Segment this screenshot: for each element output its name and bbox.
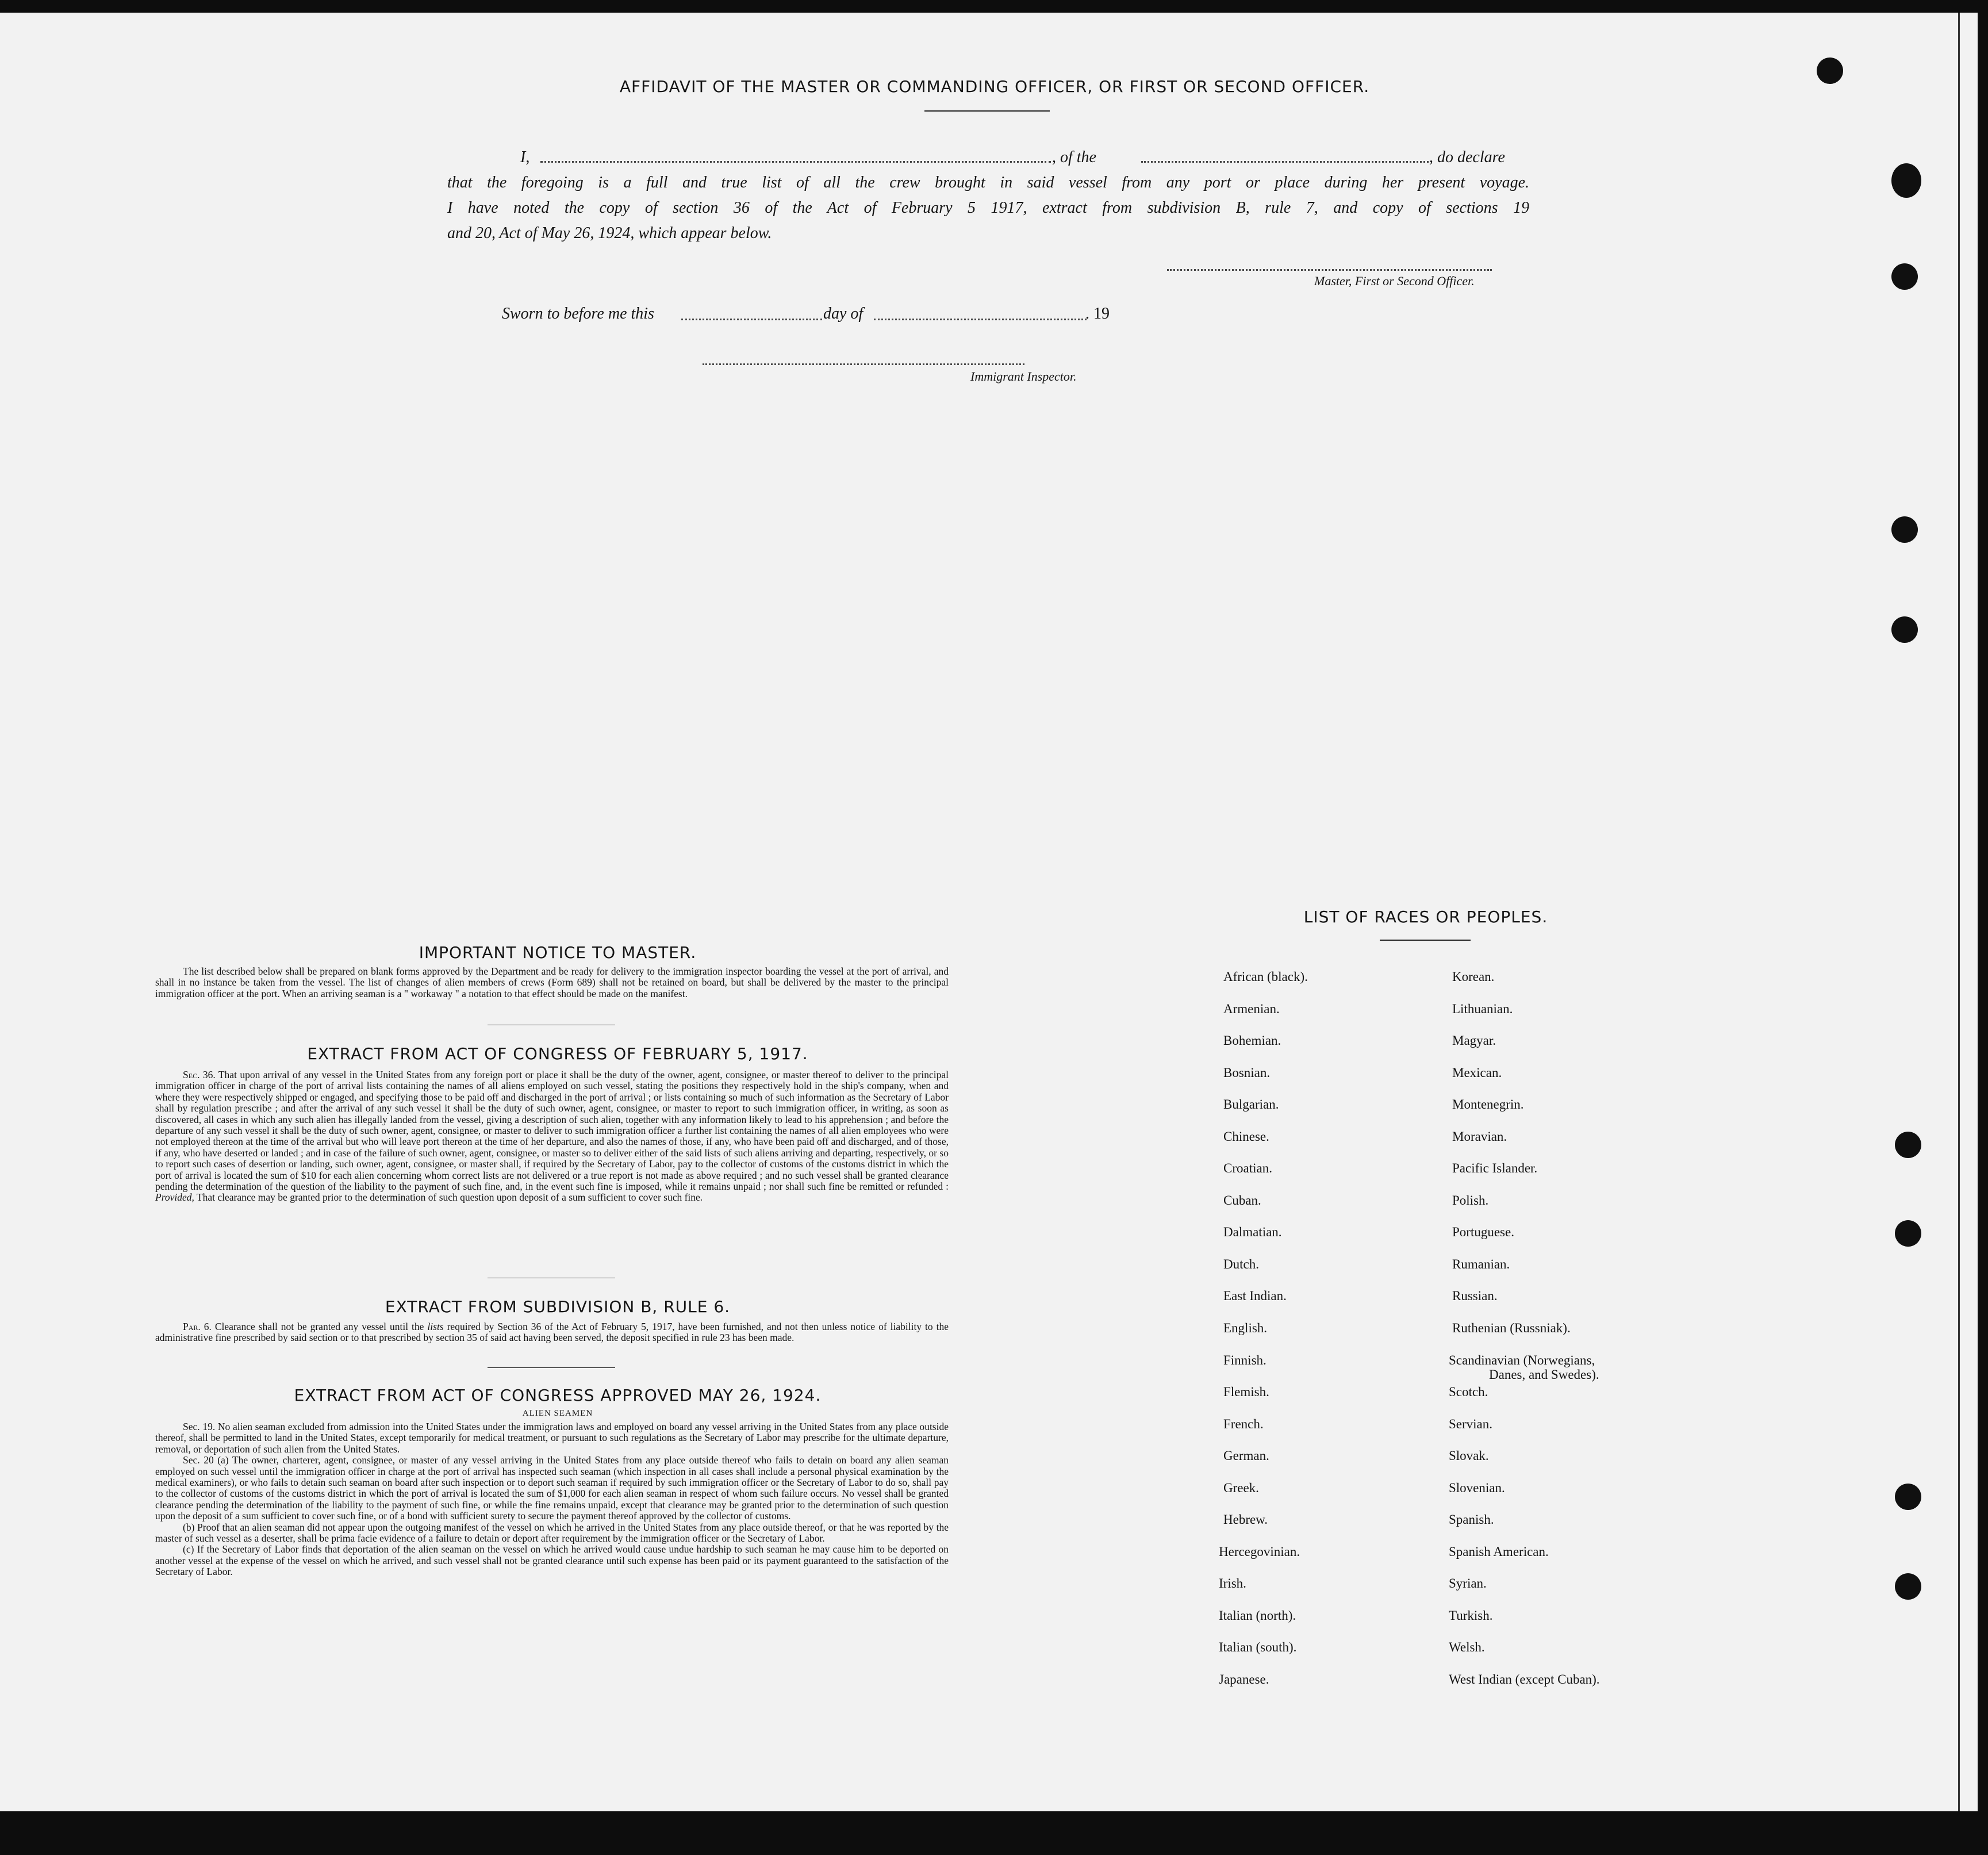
affidavit-title: AFFIDAVIT OF THE MASTER OR COMMANDING OFFICER, OR FIRST OR SECOND OFFICER. xyxy=(619,77,1370,96)
race-item: Spanish. xyxy=(1449,1512,1494,1527)
race-item: Russian. xyxy=(1452,1289,1498,1303)
race-item: Croatian. xyxy=(1223,1161,1272,1175)
race-item: Irish. xyxy=(1219,1576,1246,1590)
race-item: West Indian (except Cuban). xyxy=(1449,1672,1600,1687)
race-item: Armenian. xyxy=(1223,1002,1280,1016)
declaration-of-the: , of the xyxy=(1052,148,1096,166)
extract-rule6-body xyxy=(155,1321,949,1344)
race-item: Dutch. xyxy=(1223,1257,1259,1271)
page-edge-line xyxy=(1958,13,1960,1811)
lists-word: lists xyxy=(427,1321,444,1332)
declaration-line-4: and 20, Act of May 26, 1924, which appear below. xyxy=(447,224,772,242)
sworn-prefix: Sworn to before me this xyxy=(502,305,654,323)
section-rule xyxy=(488,1367,615,1368)
extract-rule6-title: EXTRACT FROM SUBDIVISION B, RULE 6. xyxy=(385,1297,731,1316)
race-item: Greek. xyxy=(1223,1481,1259,1495)
race-item: Moravian. xyxy=(1452,1129,1507,1144)
race-item: Hercegovinian. xyxy=(1219,1544,1300,1559)
race-item: Rumanian. xyxy=(1452,1257,1510,1271)
extract-1917-text xyxy=(155,1070,949,1204)
declaration-i: I, xyxy=(520,148,530,166)
punch-hole-icon xyxy=(1891,163,1921,198)
race-item: Bulgarian. xyxy=(1223,1097,1279,1112)
document-page xyxy=(0,13,1978,1811)
extract-rule6-text xyxy=(155,1321,949,1344)
races-title-rule xyxy=(1380,940,1471,941)
race-item: Syrian. xyxy=(1449,1576,1487,1590)
race-item: Welsh. xyxy=(1449,1640,1485,1654)
title-rule xyxy=(924,110,1050,112)
proviso-text: That clearance may be granted prior to the determination of such question upon deposit of a sum sufficient to cover such fine. xyxy=(196,1191,703,1204)
vessel-name-field[interactable] xyxy=(1141,161,1429,163)
race-item: German. xyxy=(1223,1448,1269,1463)
race-item: Magyar. xyxy=(1452,1033,1496,1048)
section-lead: Sec. 36. xyxy=(183,1069,216,1080)
races-title: LIST OF RACES OR PEOPLES. xyxy=(1303,907,1548,926)
race-item: Slovak. xyxy=(1449,1448,1489,1463)
race-item: East Indian. xyxy=(1223,1289,1287,1303)
race-item: Spanish American. xyxy=(1449,1544,1549,1559)
race-item: Montenegrin. xyxy=(1452,1097,1524,1112)
section-text: Clearance shall not be granted any vessel until the xyxy=(214,1321,424,1332)
section-text: required by Section 36 of the Act of February 5, 1917, have been furnished, and not then unless notice of liability to the administrative fine prescribed by said section or to that prescribed by section 35 of said act having been served, the deposit specified in rule 23 has been made. xyxy=(155,1321,949,1344)
sworn-month-field[interactable] xyxy=(874,319,1087,320)
punch-hole-icon xyxy=(1891,616,1918,643)
race-item: Servian. xyxy=(1449,1417,1493,1431)
master-signature-label: Master, First or Second Officer. xyxy=(1314,274,1475,288)
inspector-signature-label: Immigrant Inspector. xyxy=(970,369,1077,384)
race-item: Dalmatian. xyxy=(1223,1225,1282,1239)
race-item: Pacific Islander. xyxy=(1452,1161,1538,1175)
section-lead: Par. 6. xyxy=(183,1321,212,1332)
sec20c-text: (c) If the Secretary of Labor finds that deportation of the alien seaman on the vessel on which he arrived would cause undue hardship to such seaman he may cause him to be deported on another vessel at the expense of the vessel on which he arrived, and such vessel shall not be granted clearance until such expense has been paid or its payment guaranteed to the satisfaction of the Secretary of Labor. xyxy=(155,1543,949,1578)
race-item: Danes, and Swedes). xyxy=(1489,1367,1599,1382)
race-item: Lithuanian. xyxy=(1452,1002,1513,1016)
race-item: Scandinavian (Norwegians, xyxy=(1449,1353,1595,1367)
race-item: Finnish. xyxy=(1223,1353,1267,1367)
punch-hole-icon xyxy=(1895,1220,1921,1247)
sworn-year: . 19 xyxy=(1085,305,1110,323)
declaration-line-3: I have noted the copy of section 36 of the Act of February 5 1917, extract from subdivision B, rule 7, and copy of sections 19 xyxy=(447,199,1529,217)
extract-1924-subtitle: ALIEN SEAMEN xyxy=(522,1409,593,1418)
race-item: Bosnian. xyxy=(1223,1066,1271,1080)
notice-text: The list described below shall be prepared on blank forms approved by the Department and be ready for delivery to the immigration inspector boarding the vessel at the port of arrival, and shall in no instance be taken from the vessel. The list of changes of alien members of crews (Form 689) shall not be retained on board, but shall be delivered by the master to the principal immigration officer at the port. When an arriving seaman is a " workaway " a notation to that effect should be made on the manifest. xyxy=(155,965,949,999)
sec19-text: Sec. 19. No alien seaman excluded from admission into the United States under the immigration laws and employed on board any vessel arriving in the United States from any place outside thereof, shall be permitted to land in the United States, except temporarily for medical treatment, or pursuant to such regulations as the Secretary of Labor may prescribe for the ultimate departure, removal, or deportation of such alien from the United States. xyxy=(155,1421,949,1455)
punch-hole-icon xyxy=(1895,1484,1921,1510)
notice-body xyxy=(155,966,949,999)
race-item: Turkish. xyxy=(1449,1608,1493,1623)
race-item: Mexican. xyxy=(1452,1066,1502,1080)
race-item: Cuban. xyxy=(1223,1193,1261,1208)
declaration-line-2: that the foregoing is a full and true list of all the crew brought in said vessel from any port or place during her present voyage. xyxy=(447,174,1529,191)
race-item: English. xyxy=(1223,1321,1268,1335)
section-text: That upon arrival of any vessel in the United States from any foreign port or place it shall be the duty of the owner, agent, consignee, or master thereof to deliver to the principal immigration officer in charge of the port of arrival lists containing the names of all aliens employed on such vessel, stating the positions they respectively hold in the ship's company, when and where they were respectively shipped or engaged, and specifying those to be paid off and discharged in the port of arrival ; or lists containing so much of such information as the Secretary of Labor shall by regulation prescribe ; and after the arrival of any such vessel it shall be the duty of such owner, agent, consignee, or master to report to such immigration officer, in writing, as soon as discovered, all cases in which any such alien has illegally landed from the vessel, giving a description of such alien, together with any information likely to lead to his apprehension ; and before the departure of any such vessel it shall be the duty of such owner, agent, consignee, or master to deliver to such immigration officer a further list containing the names of all alien employees who were not employed thereon at the time of the arrival but who will leave port thereon at the time of her departure, and also the names of those, if any, who have been paid off and discharged, and of those, if any, who have deserted or landed ; and in case of the failure of such owner, agent, consignee, or master so to deliver either of the said lists of such aliens arriving and departing, respectively, or so to report such cases of desertion or landing, such owner, agent, consignee, or master shall, if required by the Secretary of Labor, pay to the collector of customs of the customs district in which the port of arrival is located the sum of $10 for each alien concerning whom correct lists are not delivered or a true report is not made as above required ; and no such vessel shall be granted clearance pending the determination of the question of the liability to the payment of such fine, and, in the event such fine is imposed, while it remains unpaid ; nor shall such fine be remitted or refunded : xyxy=(155,1069,949,1193)
race-item: Hebrew. xyxy=(1223,1512,1268,1527)
race-item: Italian (south). xyxy=(1219,1640,1297,1654)
race-item: French. xyxy=(1223,1417,1264,1431)
race-item: Italian (north). xyxy=(1219,1608,1296,1623)
punch-hole-icon xyxy=(1895,1132,1921,1158)
extract-1917-body xyxy=(155,1070,949,1204)
extract-1924-title: EXTRACT FROM ACT OF CONGRESS APPROVED MAY 26, 1924. xyxy=(294,1386,822,1405)
race-item: Japanese. xyxy=(1219,1672,1269,1687)
race-item: Chinese. xyxy=(1223,1129,1269,1144)
race-item: African (black). xyxy=(1223,969,1308,984)
race-item: Slovenian. xyxy=(1449,1481,1505,1495)
extract-1924-body xyxy=(155,1421,949,1578)
punch-hole-icon xyxy=(1891,516,1918,543)
punch-hole-icon xyxy=(1817,58,1843,84)
race-item: Korean. xyxy=(1452,969,1495,984)
proviso-word: Provided, xyxy=(155,1191,194,1204)
officer-name-field[interactable] xyxy=(540,161,1051,163)
declaration-do-declare: , do declare xyxy=(1429,148,1505,166)
race-item: Flemish. xyxy=(1223,1385,1269,1399)
sec20b-text: (b) Proof that an alien seaman did not appear upon the outgoing manifest of the vessel on which he arrived in the United States from any place outside thereof, or that he was reported by the master of such vessel as a deserter, shall be prima facie evidence of a failure to detain or deport after requirement by the immigration officer or the Secretary of Labor. xyxy=(155,1521,949,1544)
race-item: Polish. xyxy=(1452,1193,1489,1208)
sec20a-text: Sec. 20 (a) The owner, charterer, agent, consignee, or master of any vessel arriving in the United States from any place outside thereof who fails to detain on board any alien seaman employed on such vessel until the immigration officer in charge at the port of arrival has inspected such seaman (which inspection in all cases shall include a personal physical examination by the medical examiners), or who fails to detain such seaman on board after such inspection or to deport such seaman if required by such immigration officer or the Secretary of Labor to do so, shall pay to the collector of customs of the customs district in which the port of arrival is located the sum of $1,000 for each alien seaman in respect of whom such failure occurs. No vessel shall be granted clearance pending the determination of the liability to the payment of such fine, or while the fine remains unpaid, except that clearance may be granted prior to the determination of such question upon the deposit of a sum sufficient to cover such fine, or of a bond with sufficient surety to secure the payment thereof approved by the collector of customs. xyxy=(155,1454,949,1522)
master-signature-field[interactable] xyxy=(1167,269,1492,271)
punch-hole-icon xyxy=(1891,263,1918,290)
extract-1917-title: EXTRACT FROM ACT OF CONGRESS OF FEBRUARY 5, 1917. xyxy=(307,1044,808,1063)
race-item: Ruthenian (Russniak). xyxy=(1452,1321,1571,1335)
race-item: Bohemian. xyxy=(1223,1033,1281,1048)
notice-title: IMPORTANT NOTICE TO MASTER. xyxy=(419,943,697,962)
sworn-day-of: day of xyxy=(823,305,863,323)
sworn-day-field[interactable] xyxy=(681,319,822,320)
punch-hole-icon xyxy=(1895,1573,1921,1600)
inspector-signature-field[interactable] xyxy=(703,363,1024,365)
race-item: Scotch. xyxy=(1449,1385,1488,1399)
race-item: Portuguese. xyxy=(1452,1225,1514,1239)
